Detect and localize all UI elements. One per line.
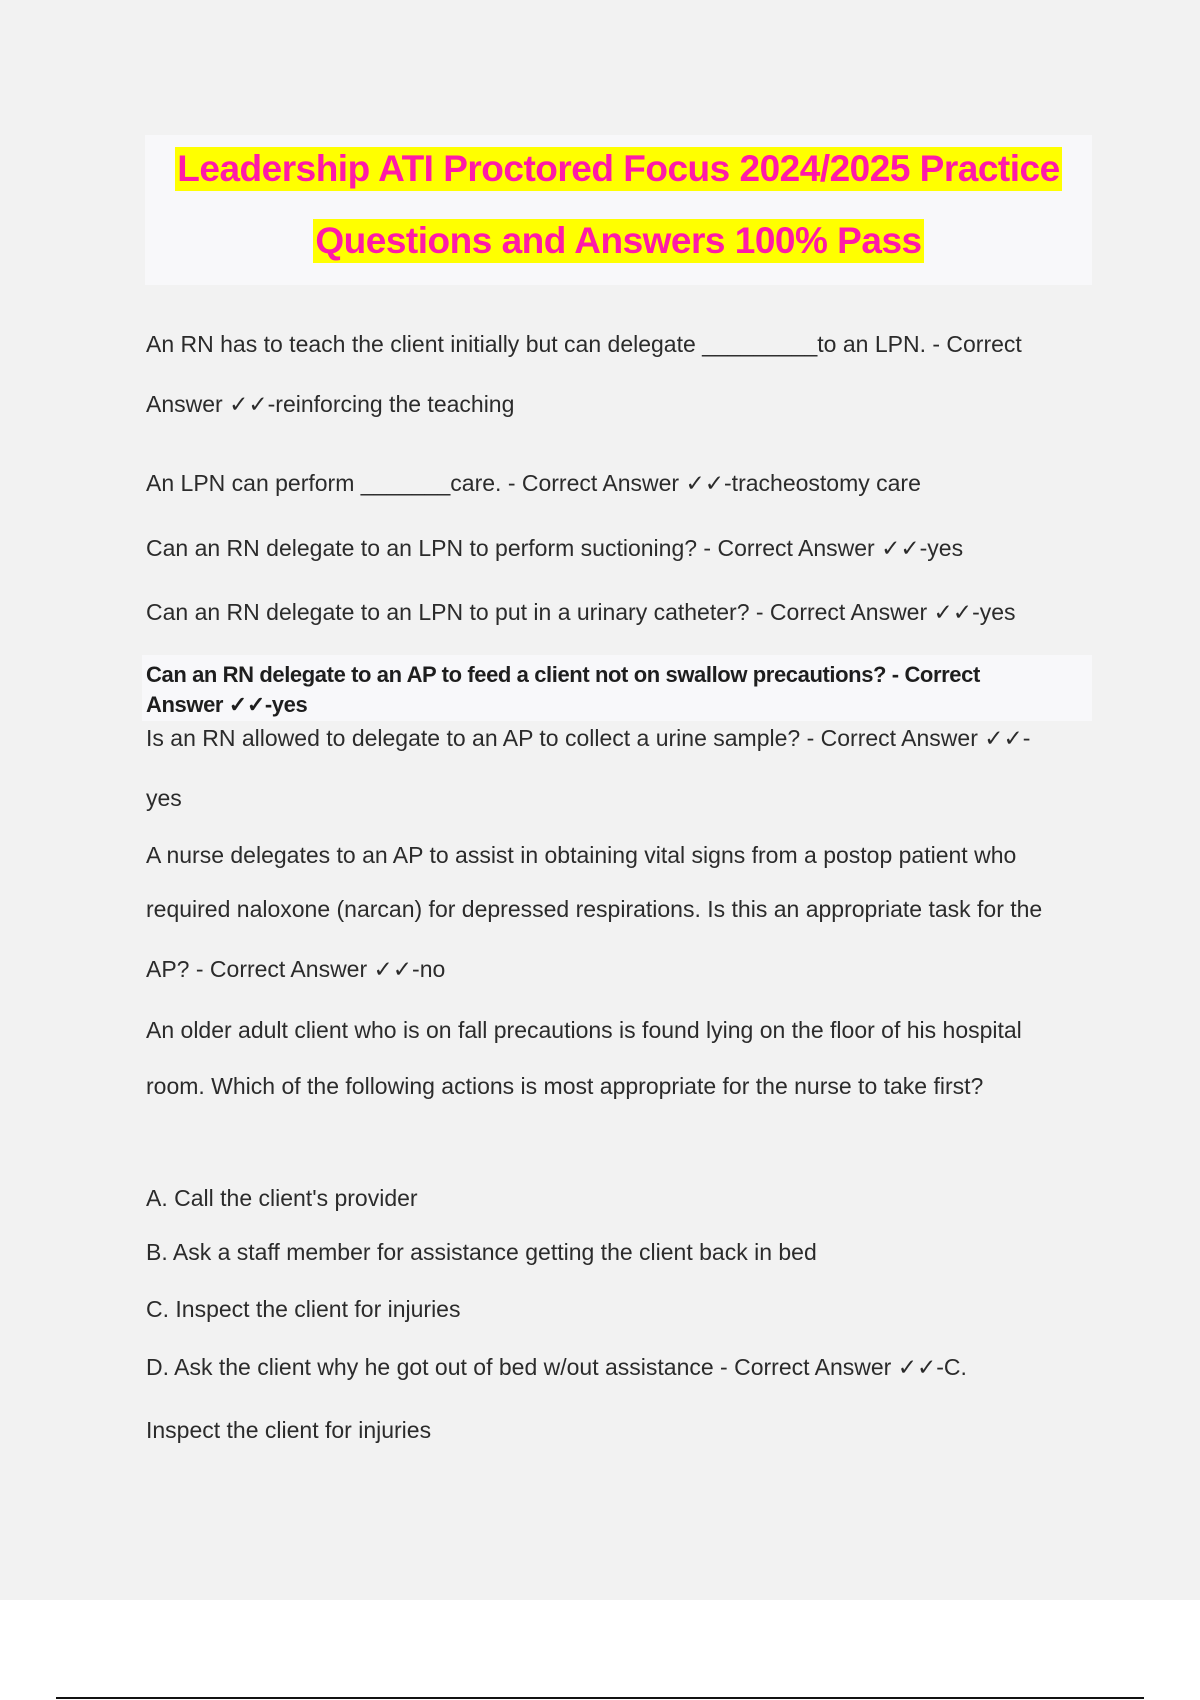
- question-7-line-1: A nurse delegates to an AP to assist in obtaining vital signs from a postop patient who: [146, 842, 1017, 868]
- question-2: An LPN can perform _______care. - Correct Answer ✓✓-tracheostomy care: [146, 470, 921, 496]
- question-6-line-1: Is an RN allowed to delegate to an AP to collect a urine sample? - Correct Answer ✓✓-: [146, 725, 1031, 751]
- document-title-line-1: Leadership ATI Proctored Focus 2024/2025 Practice: [177, 148, 1060, 189]
- question-6-line-2: yes: [146, 785, 182, 811]
- option-c: C. Inspect the client for injuries: [146, 1296, 461, 1322]
- question-1-line-1: An RN has to teach the client initially but can delegate _________to an LPN. - Correct: [146, 331, 1022, 357]
- option-b: B. Ask a staff member for assistance getting the client back in bed: [146, 1239, 817, 1265]
- question-5-line-1: Can an RN delegate to an AP to feed a client not on swallow precautions? - Correct: [146, 662, 980, 687]
- question-1-line-2: Answer ✓✓-reinforcing the teaching: [146, 391, 515, 417]
- question-7-line-2: required naloxone (narcan) for depressed respirations. Is this an appropriate task for the: [146, 896, 1043, 922]
- option-d: D. Ask the client why he got out of bed w/out assistance - Correct Answer ✓✓-C.: [146, 1354, 967, 1380]
- footer-divider: [56, 1697, 1144, 1699]
- question-8-answer-continued: Inspect the client for injuries: [146, 1417, 432, 1443]
- question-8-line-1: An older adult client who is on fall precautions is found lying on the floor of his hospital: [146, 1017, 1022, 1043]
- question-5-line-2: Answer ✓✓-yes: [146, 692, 308, 717]
- question-3: Can an RN delegate to an LPN to perform suctioning? - Correct Answer ✓✓-yes: [146, 535, 964, 561]
- question-4: Can an RN delegate to an LPN to put in a urinary catheter? - Correct Answer ✓✓-yes: [146, 599, 1016, 625]
- option-a: A. Call the client's provider: [146, 1185, 418, 1211]
- question-8-line-2: room. Which of the following actions is most appropriate for the nurse to take first?: [146, 1073, 984, 1099]
- question-7-line-3: AP? - Correct Answer ✓✓-no: [146, 956, 446, 982]
- title-block: [145, 135, 1092, 285]
- document-title-line-2: Questions and Answers 100% Pass: [315, 220, 922, 261]
